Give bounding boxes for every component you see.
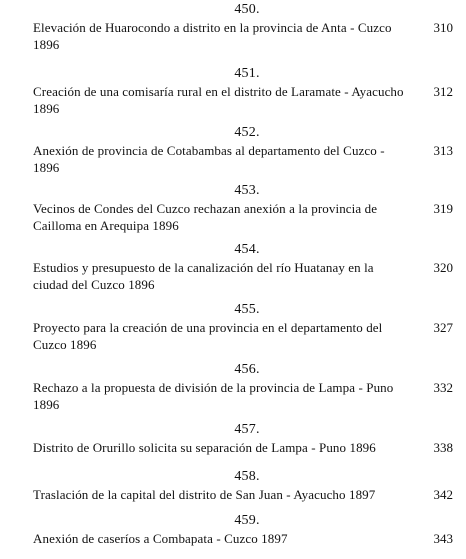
entry-page-number: 342 [433,487,453,502]
entry-page-number: 343 [433,531,453,546]
toc-entry-454 [33,242,453,293]
entry-title: Traslación de la capital del distrito de San Juan - Ayacucho 1897 [33,487,376,502]
entry-title: Anexión de provincia de Cotabambas al departamento del Cuzco - 1896 [33,143,385,175]
toc-entry-453 [33,183,453,234]
entry-title: Anexión de caseríos a Combapata - Cuzco 1897 [33,531,288,546]
entry-number: 454. [234,242,260,257]
toc-entry-456 [33,362,453,413]
toc-entry-452 [33,125,453,176]
entry-title: Rechazo a la propuesta de división de la provincia de Lampa - Puno 1896 [33,380,394,412]
entry-page-number: 310 [433,20,453,35]
entry-title: Creación de una comisaría rural en el distrito de Laramate - Ayacucho 1896 [33,84,404,116]
entry-page-number: 320 [433,260,453,275]
entry-number: 459. [234,513,260,528]
entry-title: Distrito de Orurillo solicita su separación de Lampa - Puno 1896 [33,440,376,455]
entry-number: 455. [234,302,260,317]
toc-entry-450 [33,2,453,53]
entry-title: Vecinos de Condes del Cuzco rechazan anexión a la provincia de Cailloma en Arequipa 1896 [33,201,378,233]
entry-number: 452. [234,125,260,140]
entry-number: 458. [234,469,260,484]
entry-page-number: 313 [433,143,453,158]
entry-title: Estudios y presupuesto de la canalización del río Huatanay en la ciudad del Cuzco 1896 [33,260,374,292]
entry-number: 453. [234,183,260,198]
entry-page-number: 332 [433,380,453,395]
toc-entry-457 [33,422,453,456]
entry-page-number: 327 [433,320,453,335]
toc-entry-459 [33,513,453,547]
entry-number: 457. [234,422,260,437]
entry-page-number: 338 [433,440,453,455]
toc-entry-455 [33,302,453,353]
toc-entry-458 [33,469,453,503]
entry-title: Proyecto para la creación de una provincia en el departamento del Cuzco 1896 [33,320,383,352]
entry-page-number: 319 [433,201,453,216]
toc-entry-451 [33,66,453,117]
entry-title: Elevación de Huarocondo a distrito en la provincia de Anta - Cuzco 1896 [33,20,392,52]
entry-number: 456. [234,362,260,377]
entry-number: 450. [234,2,260,17]
entry-page-number: 312 [433,84,453,99]
entry-number: 451. [234,66,260,81]
